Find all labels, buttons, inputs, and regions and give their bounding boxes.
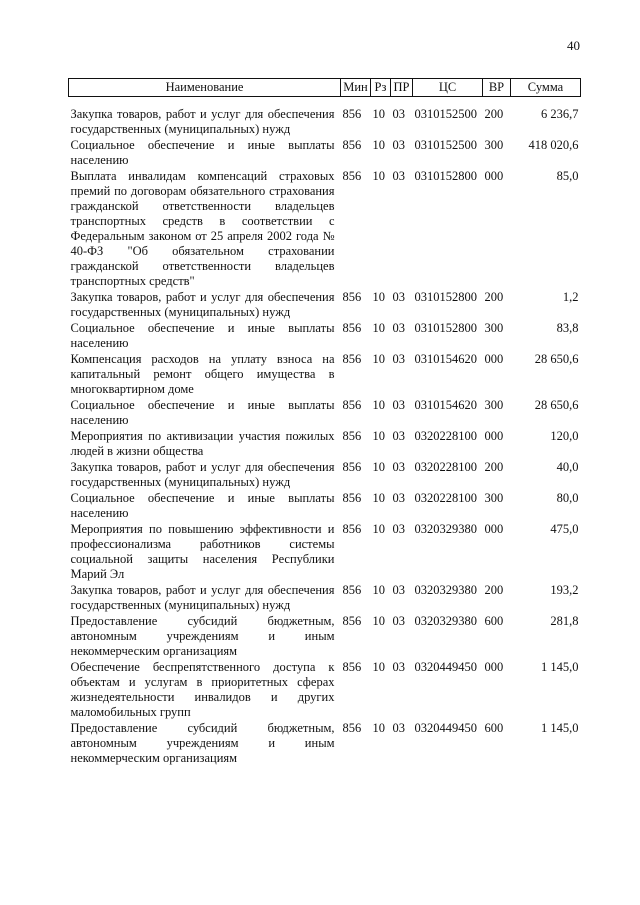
cell-min: 856: [342, 290, 362, 304]
cell-vr: 200: [484, 583, 504, 597]
budget-table: [68, 78, 581, 767]
cell-min: 856: [342, 398, 362, 412]
cell-sum: 40,0: [556, 460, 579, 474]
cell-name: Социальное обеспечение и иные выплаты населению: [70, 491, 335, 520]
header-min: Мин: [341, 79, 371, 97]
cell-rz: 10: [372, 660, 385, 674]
cell-rz: 10: [372, 107, 385, 121]
table-row: [69, 460, 581, 491]
cell-rz: 10: [372, 460, 385, 474]
cell-pr: 03: [392, 721, 405, 735]
table-row: [69, 522, 581, 583]
cell-sum: 28 650,6: [534, 352, 579, 366]
header-vr: ВР: [483, 79, 511, 97]
cell-min: 856: [342, 721, 362, 735]
header-name: Наименование: [69, 79, 341, 97]
cell-rz: 10: [372, 522, 385, 536]
cell-cs: 0320228100: [414, 491, 477, 505]
cell-sum: 1 145,0: [541, 721, 579, 735]
table-row: [69, 352, 581, 398]
cell-vr: 000: [484, 429, 504, 443]
cell-rz: 10: [372, 429, 385, 443]
cell-name: Обеспечение беспрепятственного доступа к объектам и услугам в приоритетных сферах жизнедеятельности инвалидов и других маломобильных групп: [70, 660, 335, 719]
cell-name: Мероприятия по активизации участия пожилых людей в жизни общества: [70, 429, 335, 458]
cell-min: 856: [342, 460, 362, 474]
cell-pr: 03: [392, 429, 405, 443]
cell-vr: 000: [484, 660, 504, 674]
cell-min: 856: [342, 321, 362, 335]
cell-pr: 03: [392, 491, 405, 505]
cell-sum: 6 236,7: [541, 107, 579, 121]
cell-sum: 1,2: [562, 290, 579, 304]
cell-name: Социальное обеспечение и иные выплаты населению: [70, 138, 335, 167]
table-row: [69, 583, 581, 614]
header-pr: ПР: [391, 79, 413, 97]
cell-name: Компенсация расходов на уплату взноса на капитальный ремонт общего имущества в многоквартирном доме: [70, 352, 335, 396]
cell-vr: 000: [484, 169, 504, 183]
cell-cs: 0310154620: [414, 352, 477, 366]
cell-rz: 10: [372, 583, 385, 597]
cell-rz: 10: [372, 491, 385, 505]
cell-vr: 300: [484, 398, 504, 412]
cell-cs: 0320228100: [414, 429, 477, 443]
cell-pr: 03: [392, 660, 405, 674]
cell-vr: 200: [484, 460, 504, 474]
cell-sum: 475,0: [550, 522, 579, 536]
table-row: [69, 97, 581, 139]
cell-min: 856: [342, 614, 362, 628]
cell-name: Закупка товаров, работ и услуг для обеспечения государственных (муниципальных) нужд: [70, 583, 335, 612]
cell-name: Мероприятия по повышению эффективности и профессионализма работников системы социальной защиты населения Республики Марий Эл: [70, 522, 335, 581]
cell-rz: 10: [372, 352, 385, 366]
cell-pr: 03: [392, 522, 405, 536]
table-header-row: [69, 79, 581, 97]
cell-pr: 03: [392, 398, 405, 412]
cell-rz: 10: [372, 721, 385, 735]
table-row: [69, 321, 581, 352]
table-body: [69, 97, 581, 768]
cell-min: 856: [342, 352, 362, 366]
cell-pr: 03: [392, 583, 405, 597]
cell-min: 856: [342, 583, 362, 597]
cell-name: Предоставление субсидий бюджетным, автономным учреждениям и иным некоммерческим организациям: [70, 614, 335, 658]
cell-sum: 1 145,0: [541, 660, 579, 674]
table-row: [69, 491, 581, 522]
cell-rz: 10: [372, 398, 385, 412]
table-row: [69, 138, 581, 169]
cell-name: Выплата инвалидам компенсаций страховых премий по договорам обязательного страхования гражданской ответственности владельцев транспортных средств в соответствии с Федеральным законом от 25 апреля 2002 года № 40-ФЗ "Об обязательном страховании гражданской ответственности владельцев транспортных средств": [70, 169, 335, 288]
page-number: 40: [567, 38, 580, 53]
cell-sum: 281,8: [550, 614, 579, 628]
cell-pr: 03: [392, 460, 405, 474]
cell-min: 856: [342, 522, 362, 536]
header-sum: Сумма: [511, 79, 581, 97]
cell-sum: 193,2: [550, 583, 579, 597]
table-row: [69, 721, 581, 767]
cell-pr: 03: [392, 614, 405, 628]
cell-rz: 10: [372, 169, 385, 183]
cell-min: 856: [342, 429, 362, 443]
header-rz: Рз: [371, 79, 391, 97]
cell-sum: 80,0: [556, 491, 579, 505]
cell-pr: 03: [392, 169, 405, 183]
cell-min: 856: [342, 138, 362, 152]
table-row: [69, 169, 581, 290]
cell-vr: 300: [484, 138, 504, 152]
cell-vr: 300: [484, 491, 504, 505]
cell-cs: 0310152500: [414, 107, 477, 121]
cell-vr: 200: [484, 290, 504, 304]
cell-cs: 0310152500: [414, 138, 477, 152]
cell-sum: 120,0: [550, 429, 579, 443]
cell-min: 856: [342, 169, 362, 183]
cell-cs: 0320329380: [414, 583, 477, 597]
cell-sum: 83,8: [556, 321, 579, 335]
cell-sum: 418 020,6: [528, 138, 579, 152]
cell-sum: 85,0: [556, 169, 579, 183]
cell-vr: 600: [484, 721, 504, 735]
cell-vr: 200: [484, 107, 504, 121]
table-row: [69, 290, 581, 321]
cell-cs: 0310152800: [414, 290, 477, 304]
cell-pr: 03: [392, 290, 405, 304]
cell-pr: 03: [392, 107, 405, 121]
table-row: [69, 398, 581, 429]
cell-pr: 03: [392, 138, 405, 152]
table-row: [69, 429, 581, 460]
cell-rz: 10: [372, 321, 385, 335]
header-cs: ЦС: [413, 79, 483, 97]
table-row: [69, 660, 581, 721]
cell-sum: 28 650,6: [534, 398, 579, 412]
cell-name: Закупка товаров, работ и услуг для обеспечения государственных (муниципальных) нужд: [70, 460, 335, 489]
cell-vr: 600: [484, 614, 504, 628]
cell-name: Социальное обеспечение и иные выплаты населению: [70, 398, 335, 427]
cell-cs: 0320329380: [414, 522, 477, 536]
cell-min: 856: [342, 491, 362, 505]
cell-name: Закупка товаров, работ и услуг для обеспечения государственных (муниципальных) нужд: [70, 107, 335, 136]
cell-cs: 0320329380: [414, 614, 477, 628]
cell-cs: 0310152800: [414, 321, 477, 335]
cell-cs: 0310152800: [414, 169, 477, 183]
cell-pr: 03: [392, 321, 405, 335]
cell-cs: 0310154620: [414, 398, 477, 412]
cell-min: 856: [342, 660, 362, 674]
cell-name: Социальное обеспечение и иные выплаты населению: [70, 321, 335, 350]
cell-vr: 300: [484, 321, 504, 335]
cell-rz: 10: [372, 138, 385, 152]
cell-pr: 03: [392, 352, 405, 366]
cell-min: 856: [342, 107, 362, 121]
table-row: [69, 614, 581, 660]
cell-name: Закупка товаров, работ и услуг для обеспечения государственных (муниципальных) нужд: [70, 290, 335, 319]
cell-rz: 10: [372, 290, 385, 304]
cell-cs: 0320228100: [414, 460, 477, 474]
cell-rz: 10: [372, 614, 385, 628]
cell-vr: 000: [484, 352, 504, 366]
cell-cs: 0320449450: [414, 721, 477, 735]
cell-vr: 000: [484, 522, 504, 536]
cell-cs: 0320449450: [414, 660, 477, 674]
cell-name: Предоставление субсидий бюджетным, автономным учреждениям и иным некоммерческим организациям: [70, 721, 335, 765]
